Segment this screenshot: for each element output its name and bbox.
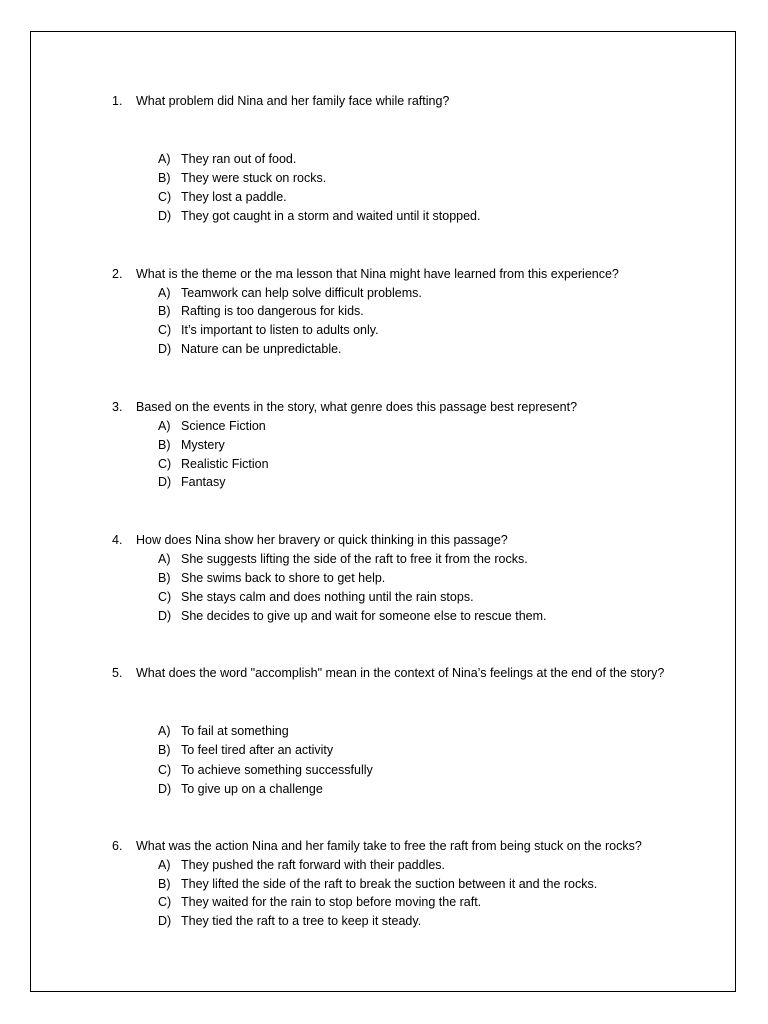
option-text: It’s important to listen to adults only.: [181, 323, 379, 337]
option-letter: A): [158, 724, 171, 738]
question-text: What was the action Nina and her family take to free the raft from being stuck on the rocks?: [136, 839, 642, 853]
option-letter: D): [158, 914, 172, 928]
option-text: Science Fiction: [181, 419, 266, 433]
option-text: Teamwork can help solve difficult problems.: [181, 286, 422, 300]
option-letter: B): [158, 743, 171, 757]
question-text: What is the theme or the ma lesson that Nina might have learned from this experience?: [136, 267, 619, 281]
question-number: 1.: [112, 94, 123, 108]
option-text: They got caught in a storm and waited until it stopped.: [181, 209, 481, 223]
option-letter: D): [158, 782, 172, 796]
question-number: 4.: [112, 533, 123, 547]
question-text: What does the word "accomplish" mean in the context of Nina’s feelings at the end of the story?: [136, 666, 665, 680]
option-letter: D): [158, 209, 172, 223]
option-letter: C): [158, 457, 172, 471]
option-text: To feel tired after an activity: [181, 743, 334, 757]
option-letter: C): [158, 323, 172, 337]
option-letter: C): [158, 190, 172, 204]
option-text: They ran out of food.: [181, 152, 297, 166]
option-text: They waited for the rain to stop before moving the raft.: [181, 895, 482, 909]
option-letter: B): [158, 304, 171, 318]
option-text: She swims back to shore to get help.: [181, 571, 386, 585]
option-text: Nature can be unpredictable.: [181, 342, 342, 356]
option-text: They were stuck on rocks.: [181, 171, 327, 185]
option-letter: B): [158, 877, 171, 891]
option-letter: A): [158, 152, 171, 166]
option-text: To give up on a challenge: [181, 782, 323, 796]
option-letter: C): [158, 763, 172, 777]
option-text: Rafting is too dangerous for kids.: [181, 304, 364, 318]
option-text: To achieve something successfully: [181, 763, 373, 777]
option-letter: C): [158, 590, 172, 604]
option-text: They lost a paddle.: [181, 190, 287, 204]
option-letter: D): [158, 609, 172, 623]
question-text: What problem did Nina and her family face while rafting?: [136, 94, 450, 108]
question-number: 3.: [112, 400, 123, 414]
option-letter: B): [158, 171, 171, 185]
option-text: Mystery: [181, 438, 225, 452]
option-letter: C): [158, 895, 172, 909]
option-text: They tied the raft to a tree to keep it steady.: [181, 914, 422, 928]
option-letter: A): [158, 858, 171, 872]
option-text: She suggests lifting the side of the raft to free it from the rocks.: [181, 552, 528, 566]
option-letter: B): [158, 571, 171, 585]
question-number: 6.: [112, 839, 123, 853]
question-number: 5.: [112, 666, 123, 680]
option-letter: A): [158, 286, 171, 300]
option-letter: D): [158, 475, 172, 489]
option-letter: A): [158, 552, 171, 566]
option-text: Realistic Fiction: [181, 457, 269, 471]
option-text: They lifted the side of the raft to break the suction between it and the rocks.: [181, 877, 598, 891]
option-text: Fantasy: [181, 475, 226, 489]
option-text: They pushed the raft forward with their paddles.: [181, 858, 446, 872]
question-text: How does Nina show her bravery or quick thinking in this passage?: [136, 533, 508, 547]
option-letter: A): [158, 419, 171, 433]
question-number: 2.: [112, 267, 123, 281]
question-text: Based on the events in the story, what genre does this passage best represent?: [136, 400, 578, 414]
option-text: To fail at something: [181, 724, 289, 738]
option-letter: B): [158, 438, 171, 452]
option-text: She stays calm and does nothing until the rain stops.: [181, 590, 474, 604]
option-text: She decides to give up and wait for someone else to rescue them.: [181, 609, 547, 623]
option-letter: D): [158, 342, 172, 356]
